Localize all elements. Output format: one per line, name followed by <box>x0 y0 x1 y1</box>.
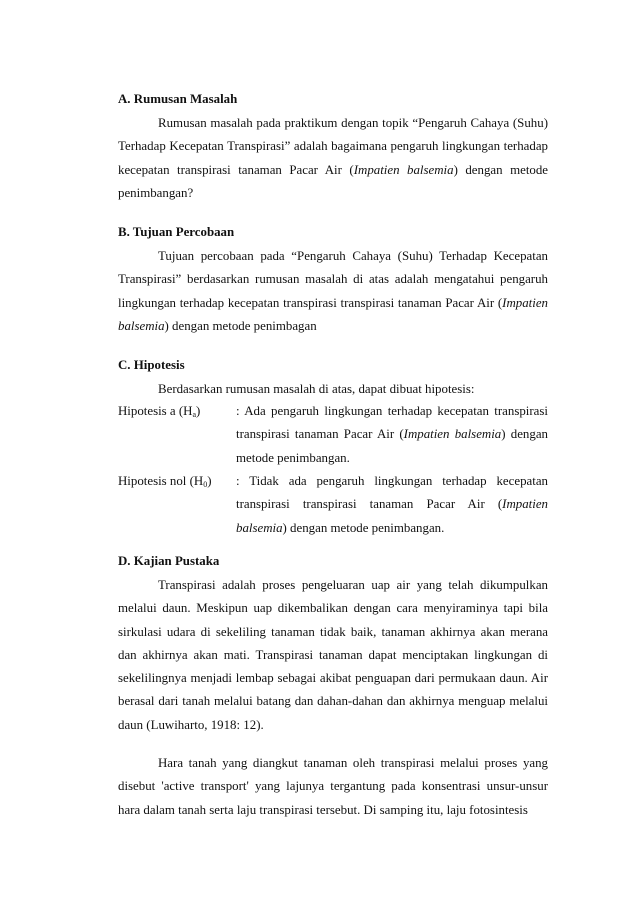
section-kajian-pustaka <box>118 550 548 822</box>
text-run: Rumusan masalah pada praktikum dengan topik “Pengaruh Cahaya (Suhu) Terhadap Kecepatan Transpirasi” adalah bagaimana pengaruh lingkungan terhadap kecepatan transpirasi tanaman Pacar Air ( <box>118 116 548 177</box>
text-run: : Tidak ada pengaruh lingkungan terhadap kecepatan transpirasi transpirasi tanaman Pacar Air ( <box>236 474 548 512</box>
hipotesis-alternatif-text <box>236 400 548 470</box>
label-subscript: a <box>192 410 197 419</box>
text-run: ) dengan metode penimbangan? <box>118 162 549 200</box>
text-run: ) dengan metode penimbagan <box>164 318 317 333</box>
heading-hipotesis: C. Hipotesis <box>118 358 185 372</box>
text-run: ) dengan metode penimbangan. <box>236 427 548 465</box>
text-run: : Ada pengaruh lingkungan terhadap kecepatan transpirasi transpirasi tanaman Pacar Air ( <box>236 404 548 442</box>
label-subscript: 0 <box>203 480 208 489</box>
label-text: Hipotesis nol (H <box>118 474 204 488</box>
paragraph-rumusan-masalah <box>118 112 548 205</box>
paragraph-kajian-pustaka-2: Hara tanah yang diangkut tanaman oleh transpirasi melalui proses yang disebut 'active transport' yang lajunya tergantung pada konsentrasi unsur-unsur hara dalam tanah serta laju transpirasi tersebut. Di samping itu, laju fotosintesis <box>118 756 548 817</box>
species-name: Impatien balsemia <box>118 295 548 333</box>
text-run: ) dengan metode penimbangan. <box>282 520 445 535</box>
section-tujuan-percobaan <box>118 221 548 338</box>
species-name: Impatien balsemia <box>236 497 548 535</box>
heading-kajian-pustaka: D. Kajian Pustaka <box>118 554 220 568</box>
hipotesis-intro: Berdasarkan rumusan masalah di atas, dapat dibuat hipotesis: <box>158 382 475 396</box>
species-name: Impatien balsemia <box>403 427 502 442</box>
paragraph-kajian-pustaka-1: Transpirasi adalah proses pengeluaran uap air yang telah dikumpulkan melalui daun. Meskipun uap dikembalikan dengan cara menyiraminya tapi bila sirkulasi udara di sekeliling tanaman tidak baik, tanaman akhirnya akan merana dan akhirnya akan mati. Transpirasi tanaman dapat menciptakan lingkungan di sekelilingnya menjadi lembap sebagai akibat penguapan dari permukaan daun. Air berasal dari tanah melalui batang dan dahan-dahan dan akhirnya menguap melalui daun (Luwiharto, 1918: 12). <box>118 578 548 732</box>
heading-tujuan-percobaan: B. Tujuan Percobaan <box>118 225 235 239</box>
hipotesis-nol-label <box>118 470 233 496</box>
section-hipotesis <box>118 354 548 401</box>
text-run: Tujuan percobaan pada “Pengaruh Cahaya (Suhu) Terhadap Kecepatan Transpirasi” berdasarkan rumusan masalah di atas adalah mengatahui pengaruh lingkungan terhadap kecepatan transpirasi transpirasi tanaman Pacar Air ( <box>118 249 548 310</box>
hipotesis-nol-text <box>236 470 548 540</box>
label-text: ) <box>196 404 201 418</box>
hipotesis-alternatif <box>118 400 548 470</box>
label-text: ) <box>207 474 212 488</box>
label-text: Hipotesis a (H <box>118 404 193 418</box>
section-rumusan-masalah <box>118 88 548 205</box>
hipotesis-alternatif-label <box>118 400 233 426</box>
paragraph-tujuan-percobaan <box>118 245 548 338</box>
heading-rumusan-masalah: A. Rumusan Masalah <box>118 92 238 106</box>
species-name: Impatien balsemia <box>353 162 454 177</box>
hipotesis-nol <box>118 470 548 540</box>
